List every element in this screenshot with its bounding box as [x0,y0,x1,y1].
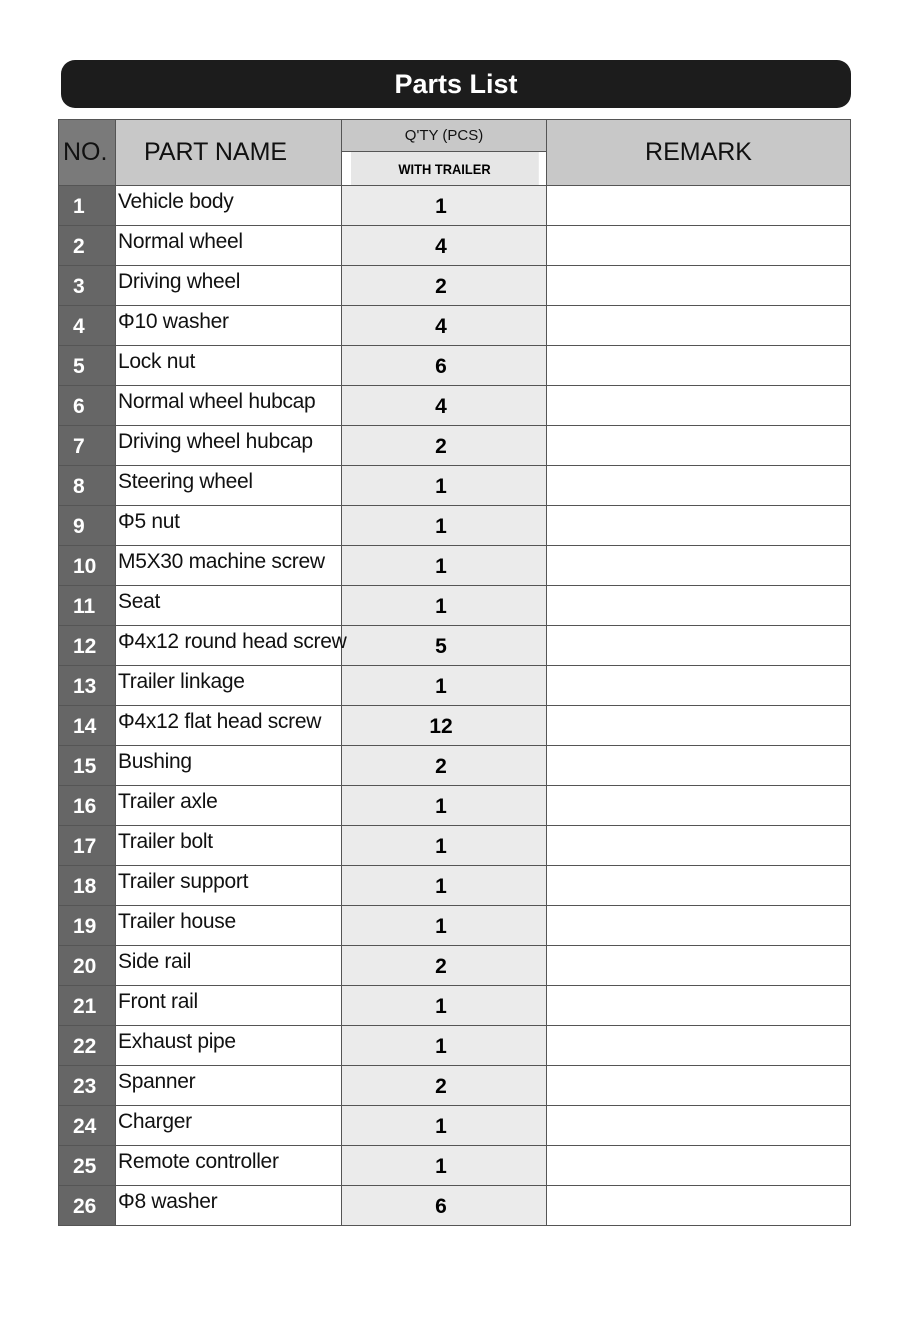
table-row [59,946,851,986]
part-number: 12 [59,626,116,666]
part-qty: 1 [342,1106,547,1146]
part-number: 4 [59,306,116,346]
part-qty: 1 [342,546,547,586]
table-row [59,186,851,226]
part-name: Φ4x12 flat head screw [116,706,342,746]
part-number: 26 [59,1186,116,1226]
part-remark [547,506,851,546]
part-name: Charger [116,1106,342,1146]
part-name: Trailer house [116,906,342,946]
table-row [59,586,851,626]
table-row [59,666,851,706]
part-name: Remote controller [116,1146,342,1186]
part-number: 1 [59,186,116,226]
part-remark [547,226,851,266]
part-qty: 2 [342,746,547,786]
part-remark [547,866,851,906]
table-row [59,306,851,346]
part-number: 15 [59,746,116,786]
header-no: NO. [59,120,116,186]
table-row [59,1026,851,1066]
part-qty: 1 [342,1146,547,1186]
part-name: Side rail [116,946,342,986]
part-remark [547,986,851,1026]
part-qty: 12 [342,706,547,746]
part-qty: 4 [342,306,547,346]
table-row [59,426,851,466]
part-number: 24 [59,1106,116,1146]
table-row [59,546,851,586]
part-number: 3 [59,266,116,306]
part-remark [547,1106,851,1146]
part-qty: 2 [342,946,547,986]
part-remark [547,546,851,586]
part-remark [547,626,851,666]
part-name: Trailer axle [116,786,342,826]
table-row [59,906,851,946]
part-remark [547,906,851,946]
page-title-bar [61,60,851,108]
part-name: Trailer bolt [116,826,342,866]
part-name: M5X30 machine screw [116,546,342,586]
part-qty: 4 [342,226,547,266]
table-row [59,986,851,1026]
part-qty: 5 [342,626,547,666]
part-remark [547,826,851,866]
part-qty: 6 [342,346,547,386]
part-number: 25 [59,1146,116,1186]
part-number: 23 [59,1066,116,1106]
table-row [59,866,851,906]
table-row [59,826,851,866]
part-remark [547,786,851,826]
part-qty: 1 [342,1026,547,1066]
parts-table [58,119,851,1226]
part-name: Spanner [116,1066,342,1106]
part-name: Trailer linkage [116,666,342,706]
part-remark [547,946,851,986]
part-name: Driving wheel [116,266,342,306]
part-remark [547,386,851,426]
part-name: Φ4x12 round head screw [116,626,342,666]
part-name: Driving wheel hubcap [116,426,342,466]
part-qty: 6 [342,1186,547,1226]
part-name: Normal wheel [116,226,342,266]
part-qty: 1 [342,906,547,946]
table-row [59,506,851,546]
part-number: 6 [59,386,116,426]
part-qty: 1 [342,586,547,626]
header-qty-sub: WITH TRAILER [350,152,539,186]
table-row [59,266,851,306]
part-qty: 2 [342,266,547,306]
table-row [59,226,851,266]
part-remark [547,1026,851,1066]
part-name: Trailer support [116,866,342,906]
part-name: Bushing [116,746,342,786]
part-number: 9 [59,506,116,546]
table-row [59,1146,851,1186]
part-number: 17 [59,826,116,866]
part-number: 22 [59,1026,116,1066]
part-remark [547,186,851,226]
part-name: Exhaust pipe [116,1026,342,1066]
part-remark [547,666,851,706]
part-number: 16 [59,786,116,826]
part-number: 14 [59,706,116,746]
part-number: 19 [59,906,116,946]
part-remark [547,346,851,386]
part-qty: 1 [342,666,547,706]
parts-table-body [59,186,851,1226]
part-name: Φ8 washer [116,1186,342,1226]
part-remark [547,586,851,626]
table-row [59,466,851,506]
part-qty: 1 [342,986,547,1026]
part-name: Seat [116,586,342,626]
part-name: Normal wheel hubcap [116,386,342,426]
part-number: 13 [59,666,116,706]
part-qty: 2 [342,1066,547,1106]
part-number: 21 [59,986,116,1026]
table-row [59,1186,851,1226]
part-number: 7 [59,426,116,466]
part-remark [547,426,851,466]
part-remark [547,466,851,506]
table-row [59,626,851,666]
table-row [59,706,851,746]
part-remark [547,1186,851,1226]
part-number: 5 [59,346,116,386]
header-qty: Q'TY (PCS) [342,120,547,152]
part-qty: 1 [342,866,547,906]
part-remark [547,706,851,746]
part-number: 20 [59,946,116,986]
part-remark [547,1146,851,1186]
part-name: Vehicle body [116,186,342,226]
part-number: 10 [59,546,116,586]
page-title: Parts List [394,68,518,99]
table-row [59,1066,851,1106]
part-name: Lock nut [116,346,342,386]
part-qty: 1 [342,786,547,826]
part-remark [547,266,851,306]
part-name: Φ10 washer [116,306,342,346]
table-row [59,746,851,786]
part-name: Front rail [116,986,342,1026]
part-qty: 4 [342,386,547,426]
part-number: 18 [59,866,116,906]
part-qty: 1 [342,826,547,866]
table-row [59,786,851,826]
part-number: 2 [59,226,116,266]
table-row [59,346,851,386]
part-number: 11 [59,586,116,626]
part-remark [547,746,851,786]
part-qty: 2 [342,426,547,466]
table-row [59,386,851,426]
header-remark: REMARK [547,120,851,186]
part-qty: 1 [342,506,547,546]
part-qty: 1 [342,466,547,506]
part-name: Steering wheel [116,466,342,506]
part-remark [547,1066,851,1106]
part-qty: 1 [342,186,547,226]
part-name: Φ5 nut [116,506,342,546]
part-remark [547,306,851,346]
header-part-name: PART NAME [116,120,342,186]
part-number: 8 [59,466,116,506]
table-row [59,1106,851,1146]
